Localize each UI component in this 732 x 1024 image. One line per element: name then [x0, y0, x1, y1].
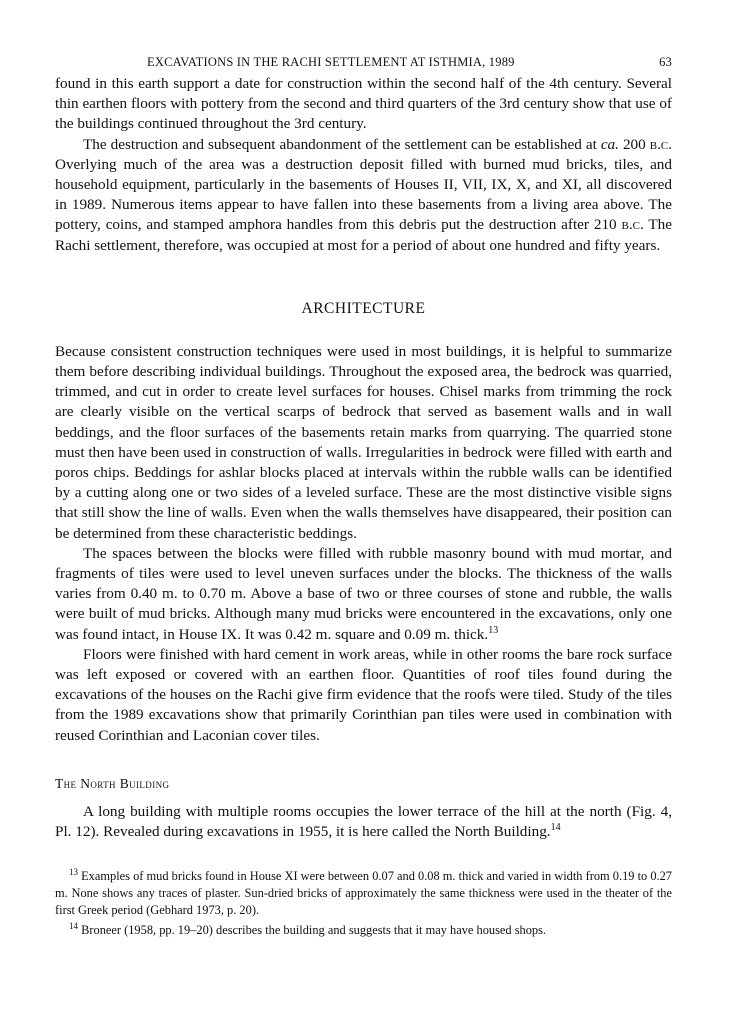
architecture-paragraph-3: Floors were finished with hard cement in work areas, while in other rooms the bare rock surface was left exposed or covered with an earthen floor. Quantities of roof tiles found during the excavations of the houses on the Rachi give firm evidence that the roofs were tiled. Study of the tiles from the 1989 excavations show that primarily Corinthian pan tiles were used in combination with reused Corinthian and Laconian cover tiles. [55, 645, 672, 744]
footnote-13 [55, 868, 672, 919]
north-building-p1-text: A long building with multiple rooms occupies the lower terrace of the hill at the north (Fig. 4, Pl. 12). Revealed during excavations in 1955, it is here called the North Building. [55, 802, 672, 841]
running-title: EXCAVATIONS IN THE RACHI SETTLEMENT AT ISTHMIA, 1989 [147, 55, 515, 69]
running-header [55, 52, 672, 74]
bc-abbrev: b.c. [649, 135, 673, 153]
architecture-paragraph-2 [55, 544, 672, 645]
subsection-heading-north-building: The North Building [55, 775, 170, 791]
architecture-p2-text: The spaces between the blocks were filled with rubble masonry bound with mud mortar, and fragments of tiles were used to level uneven surfaces under the blocks. The thickness of the walls varies from 0.40 m. to 0.70 m. Above a base of two or three courses of stone and rubble, the walls were built of mud bricks. Although many mud bricks were encountered in the excavations, only one was found intact, in House IX. It was 0.42 m. square and 0.09 m. thick. [55, 544, 672, 643]
footnotes [55, 868, 672, 939]
section-heading-architecture: ARCHITECTURE [301, 299, 426, 317]
intro-p2-text-a: The destruction and subsequent abandonment of the settlement can be established at [83, 135, 601, 153]
architecture-paragraph-1: Because consistent construction techniques were used in most buildings, it is helpful to summarize them before describing individual buildings. Throughout the exposed area, the bedrock was quarried, trimmed, and cut in order to create level surfaces for houses. Chisel marks from trimming the rock are clearly visible on the vertical scarps of bedrock that served as basement walls and in wall beddings, and the floor surfaces of the basements retain marks from quarrying. The quarried stone must then have been used in construction of walls. Irregularities in bedrock were filled with earth and poros chips. Beddings for ashlar blocks placed at intervals within the rubble walls can be identified by a cutting along one or two sides of a leveled surface. These are the most distinctive visible signs that still show the line of walls. Even when the walls themselves have disappeared, their position can be determined from these characteristic beddings. [55, 342, 673, 542]
footnote-text: Examples of mud bricks found in House XI were between 0.07 and 0.08 m. thick and varied in width from 0.19 to 0.27 m. None shows any traces of plaster. Sun-dried bricks of approximately the same thickness were used in the theater of the first Greek period (Gebhard 1973, p. 20). [55, 869, 672, 918]
footnote-ref-14[interactable]: 14 [550, 822, 561, 834]
footnote-text: Broneer (1958, pp. 19–20) describes the building and suggests that it may have housed shops. [81, 923, 547, 938]
north-building-paragraph-1 [55, 802, 672, 842]
intro-p2-text-c: Overlying much of the area was a destruction deposit filled with burned mud bricks, tiles, and household equipment, particularly in the basements of Houses II, VII, IX, X, and XI, all discovered in 1989. Numerous items appear to have fallen into these basements from a living area above. The pottery, coins, and stamped amphora handles from this debris put the destruction after 210 [55, 155, 672, 234]
footnote-14 [55, 922, 672, 939]
page-number: 63 [659, 55, 672, 69]
circa-abbrev: ca. [600, 135, 619, 153]
footnote-ref-13[interactable]: 13 [488, 624, 499, 636]
intro-p2-text-b: 200 [618, 135, 650, 153]
intro-paragraph-2 [55, 135, 672, 256]
intro-p2-text-d: The Rachi settlement, therefore, was occupied at most for a period of about one hundred and fifty years. [55, 216, 672, 254]
footnote-number: 14 [69, 921, 78, 932]
intro-paragraph-1: found in this earth support a date for construction within the second half of the 4th century. Several thin earthen floors with pottery from the second and third quarters of the 3rd century show that use of the buildings continued throughout the 3rd century. [55, 75, 672, 133]
bc-abbrev: b.c. [621, 216, 644, 234]
footnote-number: 13 [69, 867, 78, 878]
page [55, 52, 672, 942]
